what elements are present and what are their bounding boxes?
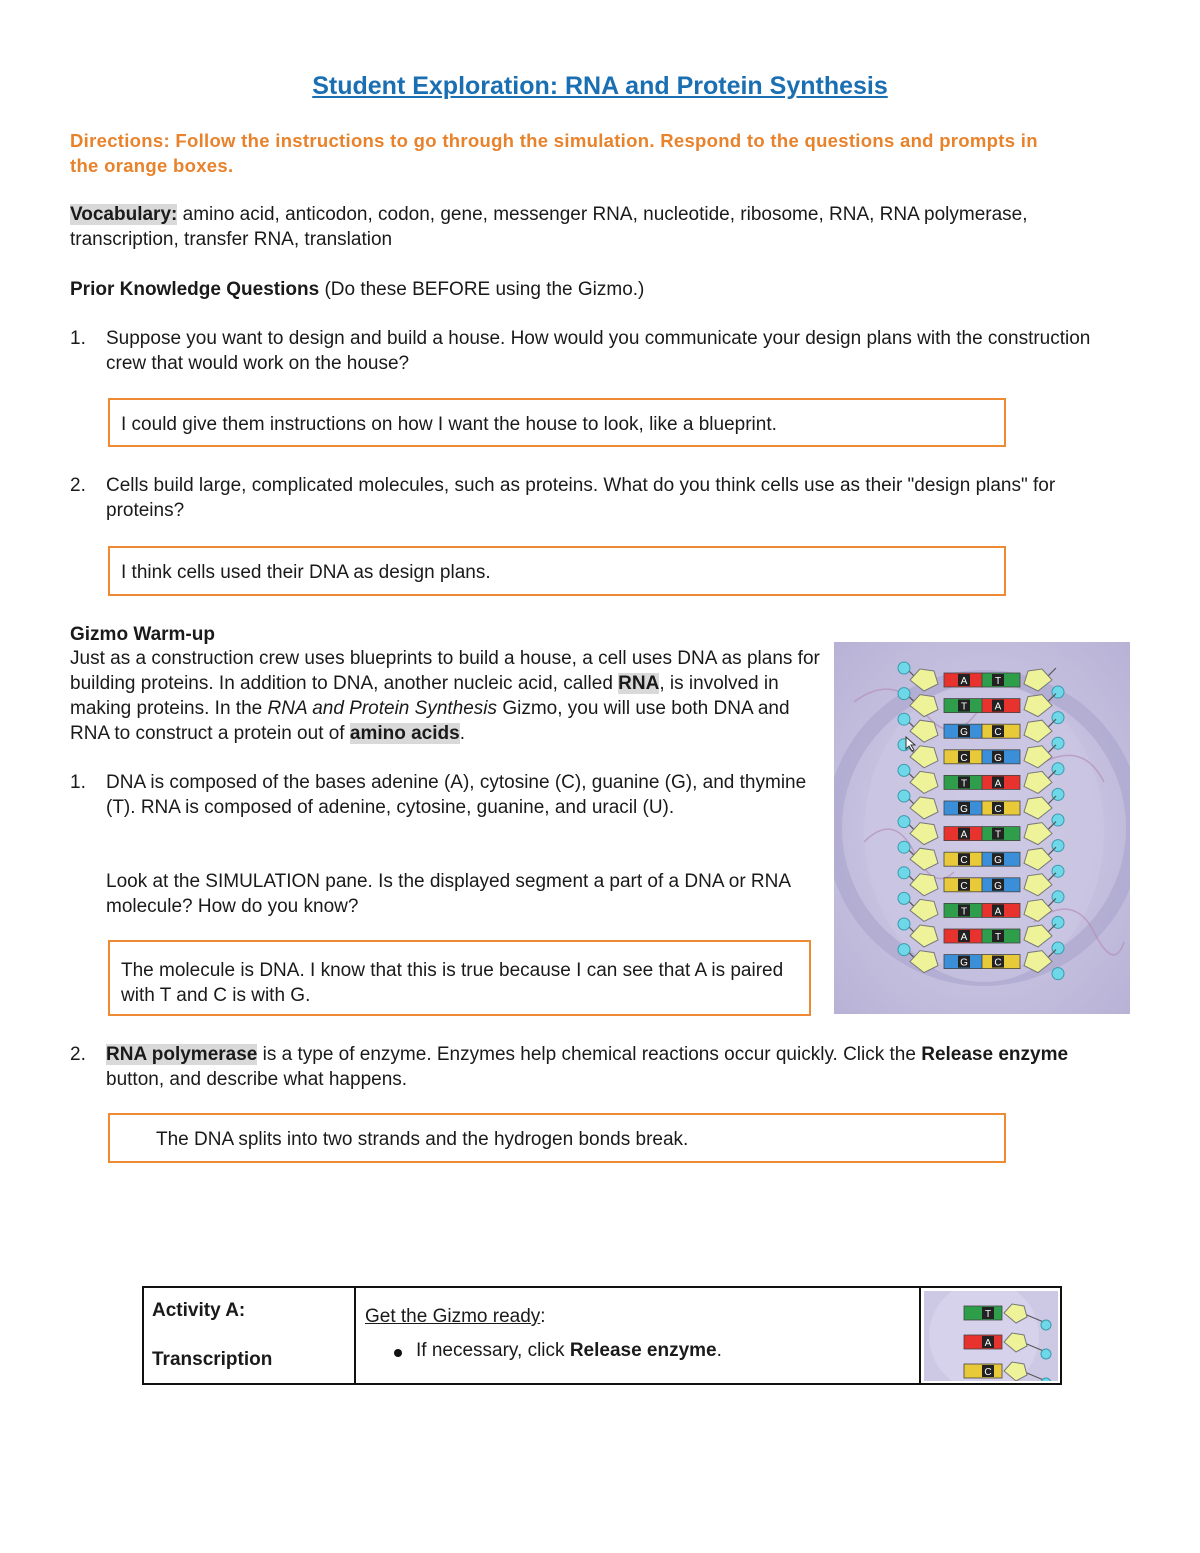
question-2-number: 2. (70, 475, 86, 496)
answer-box-2[interactable] (108, 546, 1006, 596)
activity-bullet-end: . (716, 1340, 722, 1361)
warmup-intro-end: . (459, 723, 465, 744)
activity-instructions-cell (356, 1288, 921, 1383)
base-label-left: G (960, 957, 968, 969)
base-label-right: C (994, 804, 1002, 815)
base-label-left: C (960, 880, 968, 892)
activity-label: Activity A: (152, 1300, 246, 1321)
base-label-right: G (994, 880, 1002, 892)
warmup-amino-term: amino acids (349, 723, 460, 744)
base-label-left: A (960, 676, 968, 687)
base-label-left: C (960, 752, 968, 764)
dna-simulation-graphic (834, 642, 1130, 1014)
get-gizmo-ready: Get the Gizmo ready (365, 1306, 541, 1327)
simulation-pane (834, 642, 1130, 1014)
get-gizmo-ready-colon: : (540, 1306, 546, 1327)
warmup-q2-number: 2. (70, 1044, 86, 1065)
base-label-right: G (994, 752, 1002, 764)
warmup-q1-text: DNA is composed of the bases adenine (A), cytosine (C), guanine (G), and thymine (T). RNA is composed of adenine, cytosine, guanine, and uracil (U). (106, 772, 807, 818)
activity-label-cell (144, 1288, 356, 1383)
activity-table (142, 1286, 1062, 1385)
question-1-number: 1. (70, 328, 86, 349)
warmup-q2-text (106, 1042, 1121, 1092)
question-2-text: Cells build large, complicated molecules, such as proteins. What do you think cells use as their "design plans" for proteins? (106, 475, 1056, 521)
base-label-left: A (960, 932, 968, 943)
activity-bullet-text: If necessary, click (416, 1340, 565, 1361)
base-label-right: A (994, 778, 1002, 790)
prior-knowledge-title: Prior Knowledge Questions (70, 279, 320, 300)
base-label-left: A (960, 829, 968, 841)
base-label-right: T (994, 676, 1002, 687)
warmup-q2-term: RNA polymerase (106, 1044, 258, 1065)
prior-knowledge-note: (Do these BEFORE using the Gizmo.) (324, 279, 645, 300)
dna-thumbnail (924, 1291, 1058, 1381)
answer-box-4[interactable] (108, 1113, 1006, 1163)
question-1-text: Suppose you want to design and build a house. How would you communicate your design plans with the construction crew that would work on the house? (106, 328, 1091, 374)
warmup-q2-text-a: is a type of enzyme. Enzymes help chemical reactions occur quickly. Click the (262, 1044, 916, 1065)
warmup-intro-a: Just as a construction crew uses blueprints to build a house, a cell uses DNA as plans for building proteins. In addition to DNA, another nucleic acid, called (70, 648, 820, 694)
base-label-left: T (960, 906, 968, 918)
activity-name: Transcription (152, 1349, 273, 1370)
warmup-heading: Gizmo Warm-up (70, 624, 215, 645)
vocabulary-label: Vocabulary: (70, 204, 178, 225)
thumbnail-base-label: C (984, 1367, 992, 1378)
page-title: Student Exploration: RNA and Protein Synthesis (312, 72, 888, 100)
activity-release-enzyme: Release enzyme (569, 1340, 717, 1361)
base-label-right: A (994, 701, 1002, 713)
warmup-rna-term: RNA (618, 673, 660, 694)
directions: Directions: Follow the instructions to go through the simulation. Respond to the questions and prompts in the orange boxes. (70, 130, 1038, 176)
base-label-right: T (994, 932, 1002, 943)
activity-thumbnail-cell (921, 1288, 1060, 1383)
thumbnail-base-label: A (984, 1338, 992, 1349)
warmup-q1-number: 1. (70, 772, 86, 793)
thumbnail-base-label: T (984, 1309, 992, 1320)
base-label-right: A (994, 906, 1002, 918)
vocabulary-terms: amino acid, anticodon, codon, gene, messenger RNA, nucleotide, ribosome, RNA, RNA polymerase, transcription, transfer RNA, translation (70, 204, 1028, 250)
base-label-right: G (994, 855, 1002, 867)
base-label-right: T (994, 829, 1002, 841)
answer-3-text: The molecule is DNA. I know that this is true because I can see that A is paired with T and C is with G. (121, 960, 784, 1006)
answer-2-text: I think cells used their DNA as design plans. (121, 562, 491, 583)
vocabulary (70, 202, 1070, 252)
base-label-right: C (994, 727, 1002, 739)
warmup-intro-b: , is involved in making proteins. In the (70, 673, 779, 719)
activity-bullet (365, 1340, 919, 1362)
answer-4-text: The DNA splits into two strands and the hydrogen bonds break. (156, 1129, 689, 1150)
base-label-left: T (960, 778, 968, 790)
prior-knowledge-heading (70, 277, 1070, 302)
base-label-left: T (960, 701, 968, 713)
answer-box-1[interactable] (108, 398, 1006, 447)
bullet-icon (394, 1349, 402, 1357)
warmup-q1-prompt: Look at the SIMULATION pane. Is the displayed segment a part of a DNA or RNA molecule? How do you know? (106, 871, 790, 917)
base-label-right: C (994, 957, 1002, 969)
warmup-intro-c: Gizmo, you will use both DNA and RNA to construct a protein out of (70, 698, 790, 744)
answer-1-text: I could give them instructions on how I want the house to look, like a blueprint. (121, 414, 777, 435)
base-label-left: G (960, 727, 968, 739)
warmup-q2-text-b: button, and describe what happens. (106, 1069, 408, 1090)
release-enzyme-label: Release enzyme (921, 1044, 1069, 1065)
warmup-intro (70, 646, 820, 746)
base-label-left: G (960, 804, 968, 815)
warmup-gizmo-name: RNA and Protein Synthesis (267, 698, 498, 719)
answer-box-3[interactable] (108, 940, 811, 1016)
base-label-left: C (960, 855, 968, 867)
